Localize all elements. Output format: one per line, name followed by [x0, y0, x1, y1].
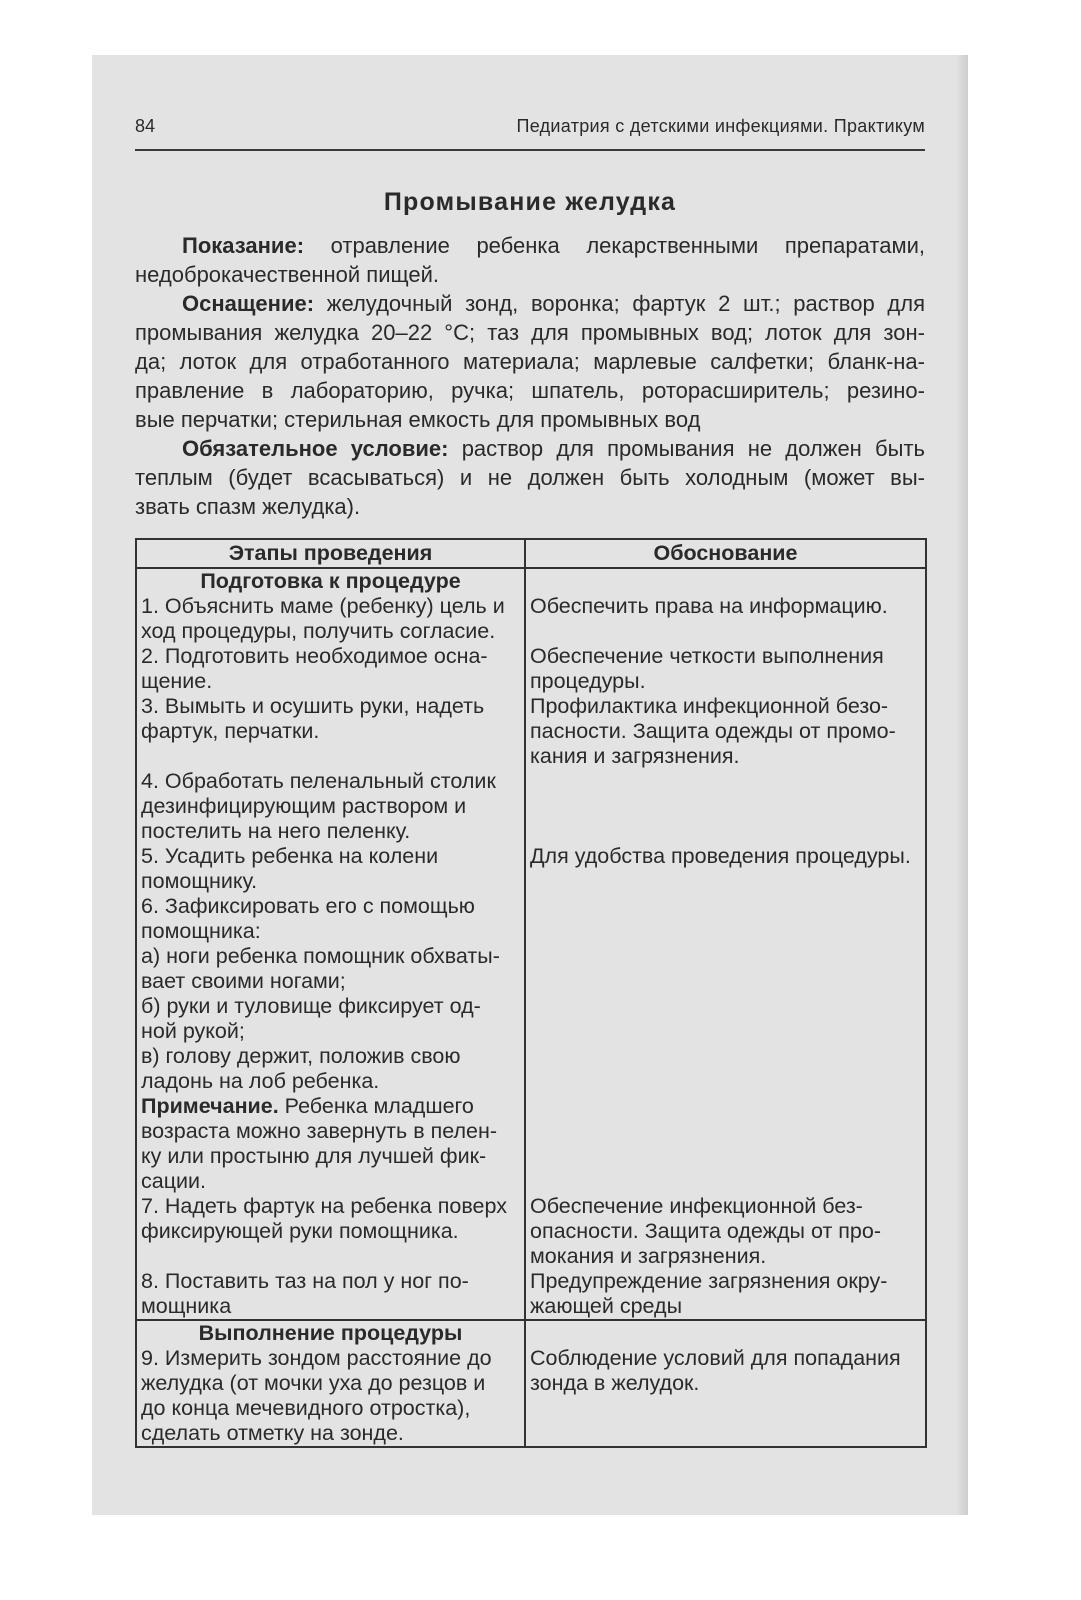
stage-cell: [136, 844, 525, 894]
note-text: Ребенка младшего: [278, 1094, 474, 1118]
stage-line: в) голову держит, положив свою: [141, 1044, 461, 1068]
header-rule: [135, 149, 925, 151]
paragraph-text: желудочный зонд, воронка; фартук 2 шт.; раствор для: [326, 291, 925, 316]
rationale-cell: [525, 1194, 926, 1269]
stage-cell: [136, 1320, 525, 1346]
paragraph-line: [135, 434, 925, 463]
table-row: [136, 644, 926, 694]
rationale-cell: [525, 644, 926, 694]
stage-line: б) руки и туловище фиксирует од-: [141, 994, 481, 1018]
rationale-cell: [525, 894, 926, 1094]
rationale-line: пасности. Защита одежды от промо-: [530, 719, 896, 743]
paragraph: [135, 289, 925, 434]
paragraph-line: [135, 347, 925, 376]
stage-line: ладонь на лоб ребенка.: [141, 1069, 380, 1093]
paragraph-text: раствор для промывания не должен быть: [461, 436, 925, 461]
procedure-table: [135, 538, 927, 1448]
stage-line: 8. Поставить таз на пол у ног по-: [141, 1269, 469, 1293]
note-label: Примечание.: [141, 1094, 279, 1118]
stage-line: 7. Надеть фартук на ребенка поверх: [141, 1194, 507, 1218]
rationale-cell: [525, 1346, 926, 1447]
paragraph-line: [135, 318, 925, 347]
stage-line: сации.: [141, 1169, 207, 1193]
paragraph-text: промывания желудка 20–22 °С; таз для промывных вод; лоток для зон-: [135, 320, 925, 345]
stage-cell: [136, 644, 525, 694]
stage-line: ход процедуры, получить согласие.: [141, 619, 496, 643]
rationale-cell: [525, 694, 926, 769]
rationale-line: Для удобства проведения процедуры.: [530, 844, 911, 868]
stage-line: вает своими ногами;: [141, 969, 346, 993]
rationale-line: Обеспечить права на информацию.: [530, 594, 888, 618]
running-title: Педиатрия с детскими инфекциями. Практикум: [516, 116, 925, 136]
stage-line: желудка (от мочки уха до резцов и: [141, 1371, 486, 1395]
paragraph-line: [135, 376, 925, 405]
stage-line: возраста можно завернуть в пелен-: [141, 1119, 498, 1143]
rationale-cell: [525, 1269, 926, 1320]
paragraph-line: [135, 405, 925, 434]
section-title: Подготовка к процедуре: [200, 569, 461, 593]
paragraph-line: [135, 231, 925, 260]
stage-line: 1. Объяснить маме (ребенку) цель и: [141, 594, 505, 618]
stage-line: дезинфицирующим раствором и: [141, 794, 467, 818]
rationale-line: процедуры.: [530, 669, 646, 693]
table-row: [136, 1269, 926, 1320]
stage-line: 9. Измерить зондом расстояние до: [141, 1346, 492, 1370]
table-row: [136, 1094, 926, 1194]
stage-line: 4. Обработать пеленальный столик: [141, 769, 496, 793]
section-row: [136, 568, 926, 594]
stage-line: 6. Зафиксировать его с помощью: [141, 894, 475, 918]
paragraph-label: Обязательное условие:: [182, 436, 449, 461]
rationale-line: Обеспечение инфекционной без-: [530, 1194, 863, 1218]
stage-line: помощника:: [141, 919, 261, 943]
table-row: [136, 769, 926, 844]
stage-cell: [136, 1346, 525, 1447]
column-header-stages: Этапы проведения: [136, 539, 525, 568]
stage-line: помощнику.: [141, 869, 258, 893]
stage-line: мощника: [141, 1294, 232, 1318]
paragraph-line: [135, 260, 925, 289]
rationale-line: кания и загрязнения.: [530, 744, 740, 768]
paragraph: [135, 434, 925, 521]
table-row: [136, 694, 926, 769]
rationale-cell: [525, 594, 926, 644]
stage-line: сделать отметку на зонде.: [141, 1421, 404, 1445]
paragraph-text: отравление ребенка лекарственными препаратами,: [330, 233, 925, 258]
stage-line: ку или простыню для лучшей фик-: [141, 1144, 487, 1168]
stage-line: ной рукой;: [141, 1019, 245, 1043]
stage-line: до конца мечевидного отростка),: [141, 1396, 471, 1420]
rationale-cell: [525, 1094, 926, 1194]
rationale-line: Профилактика инфекционной безо-: [530, 694, 889, 718]
table-row: [136, 1194, 926, 1269]
paragraph-text: недоброкачественной пищей.: [135, 262, 439, 287]
stage-line: 2. Подготовить необходимое осна-: [141, 644, 488, 668]
paragraph-label: Оснащение:: [182, 291, 315, 316]
table-row: [136, 894, 926, 1094]
stage-line: фартук, перчатки.: [141, 719, 320, 743]
paragraph-text: теплым (будет всасываться) и не должен быть холодным (может вы-: [135, 465, 925, 490]
rationale-line: опасности. Защита одежды от про-: [530, 1219, 881, 1243]
rationale-cell: [525, 844, 926, 894]
rationale-line: жающей среды: [530, 1294, 683, 1318]
stage-line: постелить на него пеленку.: [141, 819, 411, 843]
stage-cell: [136, 694, 525, 769]
stage-cell: [136, 1194, 525, 1269]
table-section: [136, 568, 926, 1320]
stage-cell: [136, 769, 525, 844]
stage-cell: [136, 568, 525, 594]
table-header-row: [136, 539, 926, 568]
page-edge-shadow: [956, 55, 968, 1515]
stage-cell: [136, 594, 525, 644]
paragraph-line: [135, 492, 925, 521]
paragraph: [135, 231, 925, 289]
rationale-cell: [525, 568, 926, 594]
rationale-cell: [525, 769, 926, 844]
stage-cell: [136, 1094, 525, 1194]
paragraph-line: [135, 463, 925, 492]
stage-line: 3. Вымыть и осушить руки, надеть: [141, 694, 485, 718]
stage-line: 5. Усадить ребенка на колени: [141, 844, 439, 868]
rationale-line: Обеспечение четкости выполнения: [530, 644, 884, 668]
table-section: [136, 1320, 926, 1447]
rationale-line: Соблюдение условий для попадания: [530, 1346, 901, 1370]
rationale-line: мокания и загрязнения.: [530, 1244, 767, 1268]
section-row: [136, 1320, 926, 1346]
stage-line: фиксирующей руки помощника.: [141, 1219, 459, 1243]
stage-line: а) ноги ребенка помощник обхваты-: [141, 944, 500, 968]
paragraph-text: правление в лабораторию, ручка; шпатель, роторасширитель; резино-: [135, 378, 925, 403]
body-text: [135, 231, 925, 521]
stage-cell: [136, 894, 525, 1094]
table-row: [136, 844, 926, 894]
section-title: Выполнение процедуры: [198, 1321, 463, 1345]
paragraph-text: вые перчатки; стерильная емкость для промывных вод: [135, 407, 701, 432]
rationale-line: зонда в желудок.: [530, 1371, 700, 1395]
section-heading: Промывание желудка: [383, 188, 677, 216]
table-row: [136, 594, 926, 644]
table-row: [136, 1346, 926, 1447]
column-header-rationale: Обоснование: [525, 539, 926, 568]
stage-cell: [136, 1269, 525, 1320]
stage-line: [141, 1094, 520, 1119]
table-header: [136, 539, 926, 568]
paragraph-line: [135, 289, 925, 318]
rationale-line: Предупреждение загрязнения окру-: [530, 1269, 888, 1293]
paragraph-label: Показание:: [182, 233, 305, 258]
paragraph-text: да; лоток для отработанного материала; марлевые салфетки; бланк-на-: [135, 349, 925, 374]
paragraph-text: звать спазм желудка).: [135, 494, 361, 519]
stage-line: щение.: [141, 669, 213, 693]
page-number: 84: [135, 116, 156, 136]
rationale-cell: [525, 1320, 926, 1346]
